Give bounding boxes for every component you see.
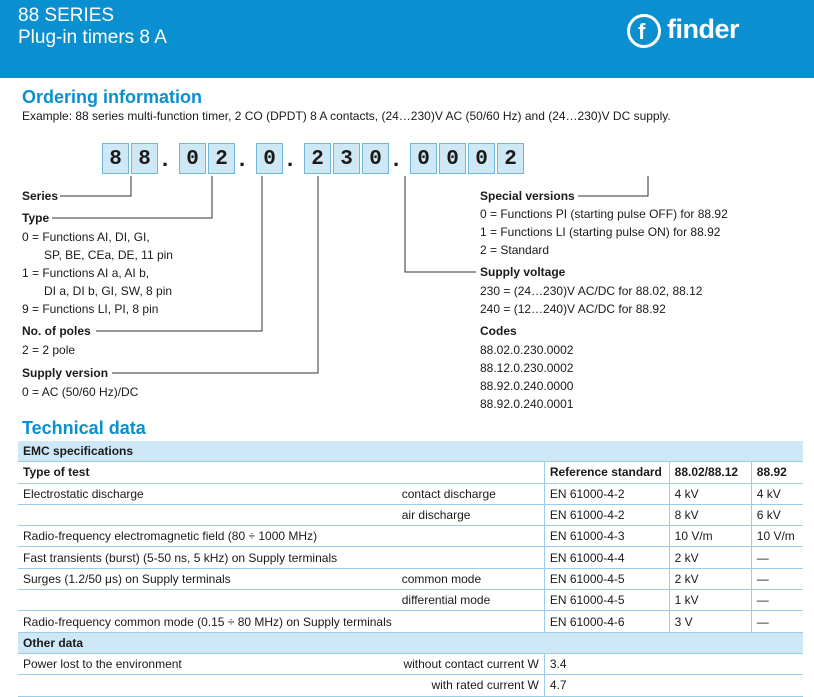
- emc-row: [18, 504, 803, 525]
- emc-row: [18, 611, 803, 632]
- other-title: Other data: [18, 632, 803, 653]
- table-cell: 10 V/m: [751, 526, 803, 547]
- table-cell: 3.4: [544, 653, 803, 674]
- code-separator: .: [287, 146, 294, 171]
- code-digit: 8: [131, 143, 158, 174]
- table-cell: without contact current W: [397, 653, 545, 674]
- supply-voltage-line: 240 = (12…240)V AC/DC for 88.92: [480, 302, 666, 316]
- code-digit: 3: [333, 143, 360, 174]
- col-header: 88.02/88.12: [669, 462, 751, 483]
- code-entry: 88.92.0.240.0001: [480, 397, 574, 411]
- table-cell: EN 61000-4-5: [544, 568, 669, 589]
- table-cell: EN 61000-4-2: [544, 504, 669, 525]
- supply-version-line: 0 = AC (50/60 Hz)/DC: [22, 385, 139, 399]
- emc-row: [18, 526, 803, 547]
- table-cell: EN 61000-4-2: [544, 483, 669, 504]
- table-cell: Fast transients (burst) (5-50 ns, 5 kHz) on Supply terminals: [18, 547, 397, 568]
- table-cell: —: [751, 547, 803, 568]
- code-digit: 2: [208, 143, 235, 174]
- type-line: 9 = Functions LI, PI, 8 pin: [22, 302, 159, 316]
- code-digit: 0: [256, 143, 283, 174]
- table-cell: [397, 611, 545, 632]
- supply-voltage-line: 230 = (24…230)V AC/DC for 88.02, 88.12: [480, 284, 703, 298]
- poles-label: No. of poles: [22, 324, 91, 338]
- table-cell: EN 61000-4-3: [544, 526, 669, 547]
- series-subtitle: Plug-in timers 8 A: [18, 27, 167, 48]
- special-line: 1 = Functions LI (starting pulse ON) for 88.92: [480, 225, 721, 239]
- code-digit: 0: [362, 143, 389, 174]
- table-cell: —: [751, 611, 803, 632]
- codes-label: Codes: [480, 324, 517, 338]
- code-separator: .: [239, 146, 246, 171]
- type-label: Type: [22, 211, 50, 225]
- series-title: 88 SERIES: [18, 5, 115, 26]
- type-line: SP, BE, CEa, DE, 11 pin: [44, 248, 173, 262]
- table-cell: 2 kV: [669, 547, 751, 568]
- type-line: 0 = Functions AI, DI, GI,: [22, 230, 150, 244]
- header-row: [18, 462, 803, 483]
- ordering-title: Ordering information: [22, 87, 202, 107]
- table-cell: [18, 590, 397, 611]
- finder-logo-icon: f: [627, 14, 661, 48]
- table-cell: [18, 504, 397, 525]
- table-cell: contact discharge: [397, 483, 545, 504]
- brand-name: finder: [667, 14, 740, 44]
- table-cell: with rated current W: [397, 675, 545, 696]
- emc-row: [18, 547, 803, 568]
- emc-row: [18, 483, 803, 504]
- table-cell: air discharge: [397, 504, 545, 525]
- other-row: [18, 653, 803, 674]
- table-cell: 8 kV: [669, 504, 751, 525]
- emc-title: EMC specifications: [18, 441, 803, 462]
- table-cell: 4 kV: [751, 483, 803, 504]
- table-cell: 1 kV: [669, 590, 751, 611]
- type-line: 1 = Functions AI a, AI b,: [22, 266, 150, 280]
- table-cell: EN 61000-4-4: [544, 547, 669, 568]
- col-header: 88.92: [751, 462, 803, 483]
- table-cell: 3 V: [669, 611, 751, 632]
- series-label: Series: [22, 189, 59, 203]
- table-cell: [397, 526, 545, 547]
- code-digit: 2: [304, 143, 331, 174]
- table-cell: differential mode: [397, 590, 545, 611]
- ordering-example: Example: 88 series multi-function timer, 2 CO (DPDT) 8 A contacts, (24…230)V AC (50/60 Hz) and (24…230)V DC supply.: [22, 109, 671, 123]
- table-cell: Surges (1.2/50 μs) on Supply terminals: [18, 568, 397, 589]
- table-cell: Radio-frequency common mode (0.15 ÷ 80 MHz) on Supply terminals: [18, 611, 397, 632]
- other-section-row: [18, 632, 803, 653]
- col-header: Type of test: [18, 462, 544, 483]
- table-cell: —: [751, 568, 803, 589]
- supply-voltage-label: Supply voltage: [480, 265, 566, 279]
- table-cell: EN 61000-4-5: [544, 590, 669, 611]
- table-cell: common mode: [397, 568, 545, 589]
- code-separator: .: [393, 146, 400, 171]
- table-cell: EN 61000-4-6: [544, 611, 669, 632]
- emc-row: [18, 590, 803, 611]
- code-digit: 0: [410, 143, 437, 174]
- table-cell: 2 kV: [669, 568, 751, 589]
- code-entry: 88.02.0.230.0002: [480, 343, 574, 357]
- code-entry: 88.12.0.230.0002: [480, 361, 574, 375]
- code-digit: 2: [497, 143, 524, 174]
- special-line: 2 = Standard: [480, 243, 550, 257]
- code-digit: 0: [468, 143, 495, 174]
- technical-table: [18, 441, 803, 697]
- table-cell: 10 V/m: [669, 526, 751, 547]
- code-entry: 88.92.0.240.0000: [480, 379, 574, 393]
- table-cell: Power lost to the environment: [18, 653, 397, 674]
- table-cell: 6 kV: [751, 504, 803, 525]
- technical-title: Technical data: [22, 418, 146, 438]
- col-header: Reference standard: [544, 462, 669, 483]
- code-separator: .: [162, 146, 169, 171]
- table-cell: 4 kV: [669, 483, 751, 504]
- special-versions-label: Special versions: [480, 189, 575, 203]
- supply-version-label: Supply version: [22, 366, 109, 380]
- other-row: [18, 675, 803, 696]
- poles-line: 2 = 2 pole: [22, 343, 76, 357]
- emc-row: [18, 568, 803, 589]
- table-cell: 4.7: [544, 675, 803, 696]
- code-digit: 0: [439, 143, 466, 174]
- type-line: DI a, DI b, GI, SW, 8 pin: [44, 284, 173, 298]
- table-cell: [18, 675, 397, 696]
- table-cell: Electrostatic discharge: [18, 483, 397, 504]
- table-cell: —: [751, 590, 803, 611]
- code-digit: 0: [179, 143, 206, 174]
- special-line: 0 = Functions PI (starting pulse OFF) for 88.92: [480, 207, 728, 221]
- table-cell: Radio-frequency electromagnetic field (80 ÷ 1000 MHz): [18, 526, 397, 547]
- emc-section-row: [18, 441, 803, 462]
- code-digit: 8: [102, 143, 129, 174]
- table-cell: [397, 547, 545, 568]
